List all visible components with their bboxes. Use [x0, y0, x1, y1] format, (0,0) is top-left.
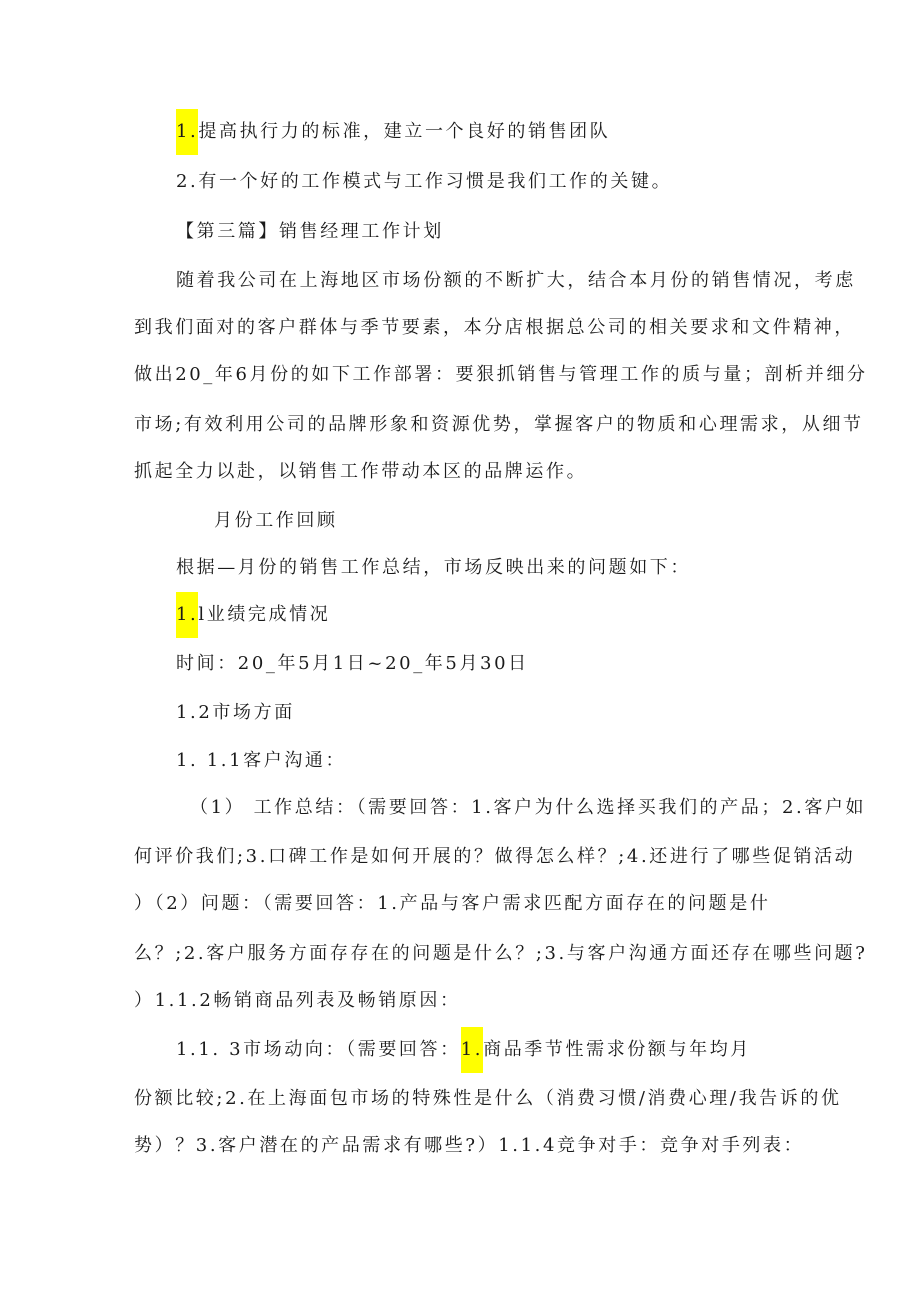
paragraph-line: ）（2）问题：（需要回答：1.产品与客户需求匹配方面存在的问题是什 — [134, 893, 771, 914]
highlighted-number: 1. — [176, 109, 198, 155]
highlighted-number: 1. — [461, 1027, 483, 1073]
paragraph-text: 提高执行力的标准，建立一个良好的销售团队 — [198, 121, 611, 142]
item-text: 1.1. 3市场动向：（需要回答： — [176, 1039, 461, 1060]
paragraph-line: 到我们面对的客户群体与季节要素，本分店根据总公司的相关要求和文件精神， — [134, 317, 855, 338]
paragraph-line: 市场;有效利用公司的品牌形象和资源优势，掌握客户的物质和心理需求，从细节 — [134, 414, 864, 435]
item-performance — [176, 602, 330, 628]
item-market: 1.2市场方面 — [176, 702, 295, 723]
paragraph-line: 抓起全力以赴，以销售工作带动本区的品牌运作。 — [134, 461, 588, 482]
item-text: l业绩完成情况 — [198, 604, 331, 625]
highlighted-number: 1. — [176, 592, 198, 638]
time-range: 时间：20_年5月1日~20_年5月30日 — [176, 653, 529, 674]
paragraph-line: 么？;2.客户服务方面存存在的问题是什么？;3.与客户沟通方面还存在哪些问题? — [134, 943, 868, 964]
paragraph-line: 随着我公司在上海地区市场份额的不断扩大，结合本月份的销售情况，考虑 — [176, 270, 856, 291]
paragraph-line: 根据—月份的销售工作总结，市场反映出来的问题如下： — [176, 557, 691, 578]
item-customer-communication: 1. 1.1客户沟通： — [176, 750, 347, 771]
paragraph-line: ）1.1.2畅销商品列表及畅销原因： — [134, 990, 461, 1011]
paragraph-line: 份额比较;2.在上海面包市场的特殊性是什么（消费习惯/消费心理/我告诉的优 — [134, 1088, 842, 1109]
section-heading: 【第三篇】销售经理工作计划 — [176, 221, 444, 242]
paragraph-line: 何评价我们;3.口碑工作是如何开展的？做得怎么样？;4.还进行了哪些促销活动 — [134, 846, 856, 867]
paragraph-line: 势）？3.客户潜在的产品需求有哪些?）1.1.4竞争对手：竞争对手列表： — [134, 1135, 805, 1156]
subsection-heading: 月份工作回顾 — [214, 510, 338, 531]
item-text: 商品季节性需求份额与年均月 — [483, 1039, 751, 1060]
paragraph-line: （1） 工作总结：（需要回答：1.客户为什么选择买我们的产品；2.客户如 — [190, 797, 867, 818]
paragraph-goal-2: 2.有一个好的工作模式与工作习惯是我们工作的关键。 — [176, 171, 673, 192]
paragraph-line: 做出20_年6月份的如下工作部署：要狠抓销售与管理工作的质与量；剖析并细分 — [134, 364, 868, 385]
paragraph-goal-1 — [176, 119, 610, 145]
item-market-trend — [176, 1037, 751, 1063]
